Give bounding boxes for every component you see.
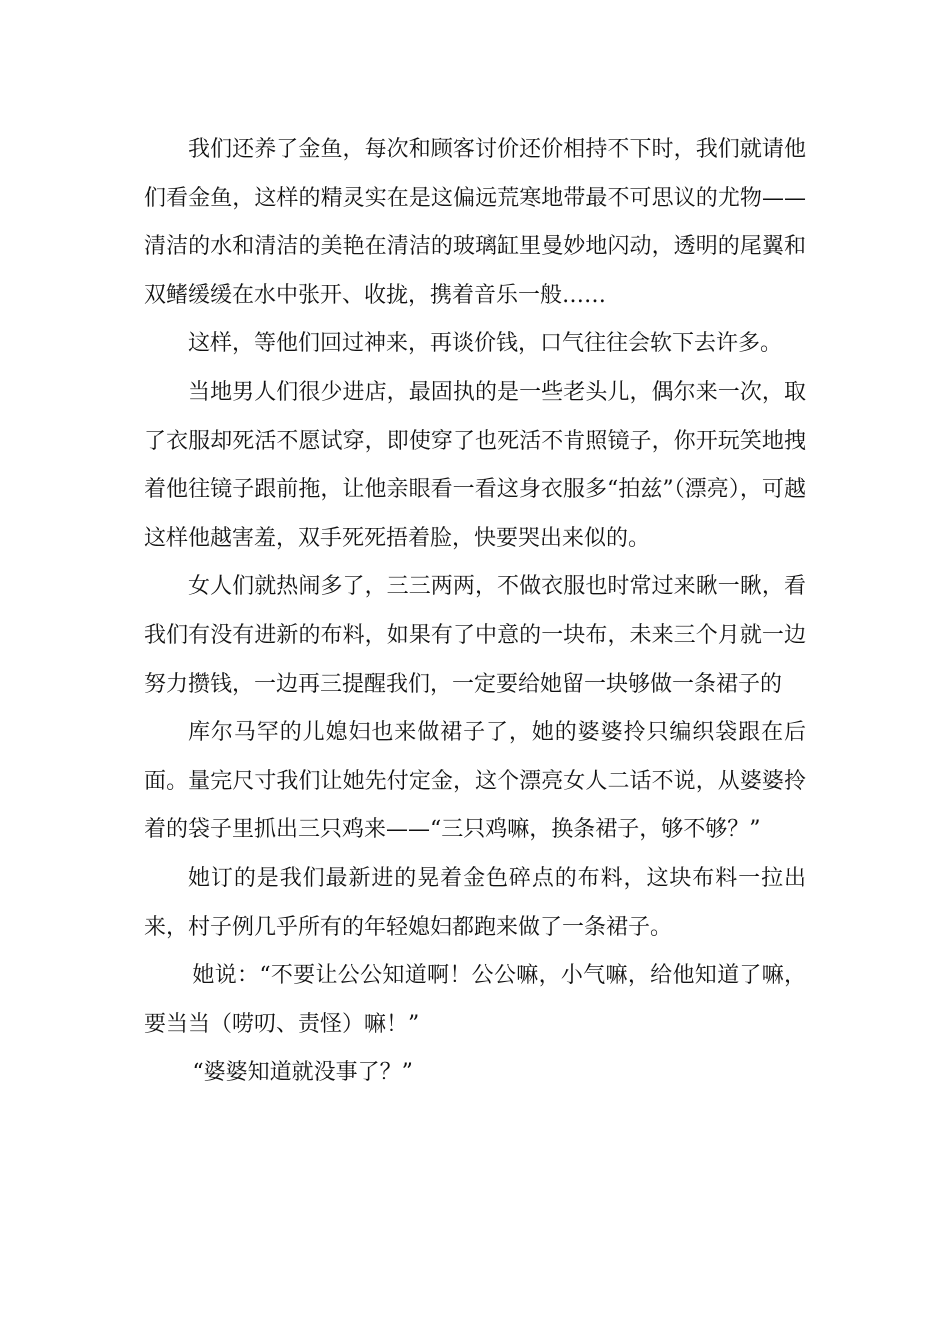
paragraph-she-says: 她说：“不要让公公知道啊！公公嘛，小气嘛，给他知道了嘛，要当当（唠叨、责怪）嘛！” (144, 963, 806, 1037)
paragraph-mother-in-law-question: “婆婆知道就没事了？” (192, 1060, 413, 1086)
paragraph-daughter-in-law: 库尔马罕的儿媳妇也来做裙子了，她的婆婆拎只编织袋跟在后面。量完尺寸我们让她先付定金，这个漂亮女人二话不说，从婆婆拎着的袋子里抓出三只鸡来——“三只鸡嘛，换条裙子，够不够？” (144, 720, 806, 843)
paragraph-goldfish: 我们还养了金鱼，每次和顾客讨价还价相持不下时，我们就请他们看金鱼，这样的精灵实在是这偏远荒寒地带最不可思议的尤物——清洁的水和清洁的美艳在清洁的玻璃缸里曼妙地闪动，透明的尾翼和双鳍缓缓在水中张开、收拢，携着音乐一般…… (144, 137, 806, 308)
paragraph-golden-fabric: 她订的是我们最新进的晃着金色碎点的布料，这块布料一拉出来，村子例几乎所有的年轻媳妇都跑来做了一条裙子。 (144, 865, 806, 940)
paragraph-price-softens: 这样，等他们回过神来，再谈价钱，口气往往会软下去许多。 (188, 331, 783, 357)
paragraph-women: 女人们就热闹多了，三三两两，不做衣服也时常过来瞅一瞅，看我们有没有进新的布料，如果有了中意的一块布，未来三个月就一边努力攒钱，一边再三提醒我们，一定要给她留一块够做一条裙子的 (144, 574, 806, 697)
document-body (144, 126, 806, 1098)
paragraph-old-men: 当地男人们很少进店，最固执的是一些老头儿，偶尔来一次，取了衣服却死活不愿试穿，即使穿了也死活不肯照镜子，你开玩笑地拽着他往镜子跟前拖，让他亲眼看一看这身衣服多“拍兹”（漂亮），可越这样他越害羞，双手死死捂着脸，快要哭出来似的。 (144, 379, 806, 551)
